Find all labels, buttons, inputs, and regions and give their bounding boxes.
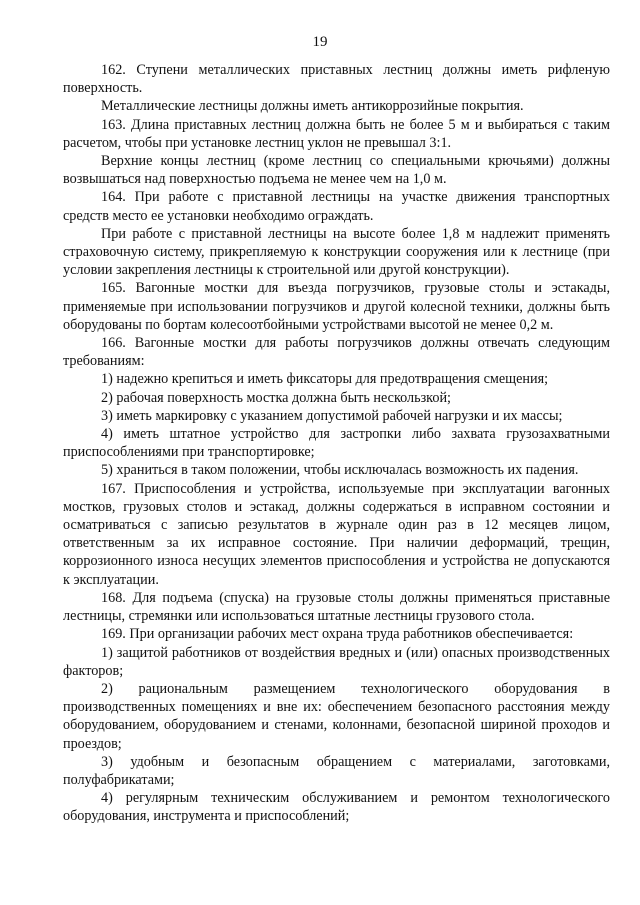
document-body — [63, 61, 610, 826]
paragraph-167: 167. Приспособления и устройства, используемые при эксплуатации вагонных мостков, грузовых столов и эстакад, должны содержаться в исправном состоянии и осматриваться с записью результатов в журнале один раз в 12 месяцев лицом, ответственным за их исправное состояние. При наличии деформаций, трещин, коррозионного износа несущих элементов приспособления и устройства не допускаются к эксплуатации. — [63, 480, 610, 588]
list-item-169-2: 2) рациональным размещением технологического оборудования в производственных помещениях и вне их: обеспечением безопасного расстояния между оборудованием, оборудованием и стенами, колоннами, безопасной шириной проходов и проездов; — [63, 680, 610, 752]
paragraph-164: 164. При работе с приставной лестницы на участке движения транспортных средств место ее установки необходимо ограждать. — [63, 189, 610, 224]
paragraph-165: 165. Вагонные мостки для въезда погрузчиков, грузовые столы и эстакады, применяемые при использовании погрузчиков и другой колесной техники, должны быть оборудованы по бортам колесоотбойными устройствами высотой не менее 0,2 м. — [63, 280, 610, 333]
list-item-166-1: 1) надежно крепиться и иметь фиксаторы для предотвращения смещения; — [101, 371, 549, 388]
list-item-166-5: 5) храниться в таком положении, чтобы исключалась возможность их падения. — [101, 462, 579, 479]
paragraph-163: 163. Длина приставных лестниц должна быть не более 5 м и выбираться с таким расчетом, чтобы при установке лестниц уклон не превышал 3:1. — [63, 116, 610, 151]
list-item-166-4: 4) иметь штатное устройство для застропки либо захвата грузозахватными приспособлениями при транспортировке; — [63, 426, 610, 461]
paragraph-169: 169. При организации рабочих мест охрана труда работников обеспечивается: — [101, 626, 574, 643]
paragraph-164-safety-system: При работе с приставной лестницы на высоте более 1,8 м надлежит применять страховочную систему, прикрепляемую к конструкции сооружения или к лестнице (при условии закрепления лестницы к строительной или другой конструкции). — [63, 225, 610, 279]
paragraph-162: 162. Ступени металлических приставных лестниц должны иметь рифленую поверхность. — [63, 62, 610, 97]
list-item-166-3: 3) иметь маркировку с указанием допустимой рабочей нагрузки и их массы; — [101, 407, 563, 424]
paragraph-162-coatings: Металлические лестницы должны иметь антикоррозийные покрытия. — [101, 98, 524, 115]
paragraph-163-upper-ends: Верхние концы лестниц (кроме лестниц со специальными крючьями) должны возвышаться над поверхностью подъема не менее чем на 1,0 м. — [63, 153, 610, 188]
paragraph-166: 166. Вагонные мостки для работы погрузчиков должны отвечать следующим требованиям: — [63, 335, 610, 370]
page-number: 19 — [312, 34, 328, 50]
list-item-169-3: 3) удобным и безопасным обращением с материалами, заготовками, полуфабрикатами; — [63, 753, 610, 788]
list-item-169-1: 1) защитой работников от воздействия вредных и (или) опасных производственных факторов; — [63, 644, 610, 679]
list-item-169-4: 4) регулярным техническим обслуживанием и ремонтом технологического оборудования, инструмента и приспособлений; — [63, 790, 610, 825]
list-item-166-2: 2) рабочая поверхность мостка должна быть нескользкой; — [101, 389, 451, 406]
paragraph-168: 168. Для подъема (спуска) на грузовые столы должны применяться приставные лестницы, стремянки или использоваться штатные лестницы грузового стола. — [63, 589, 610, 625]
